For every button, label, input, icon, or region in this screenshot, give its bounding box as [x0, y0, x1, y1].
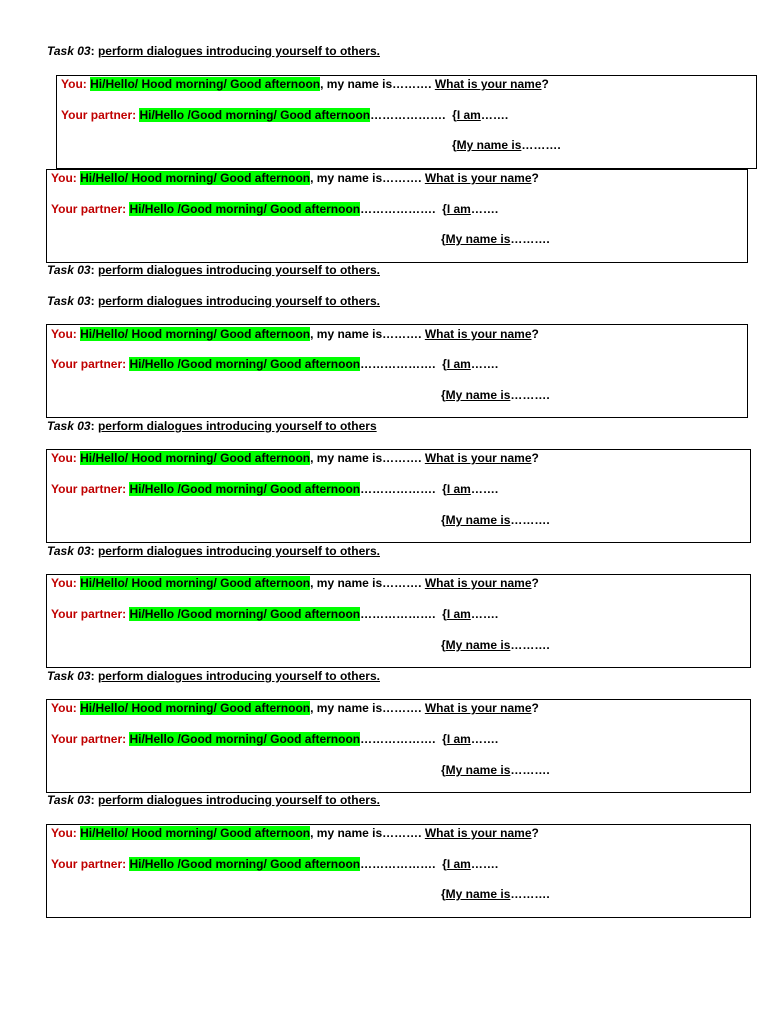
my-name-line: {My name is………. [452, 138, 561, 152]
my-name-line: {My name is………. [441, 388, 550, 402]
dialogue-box-6 [46, 699, 751, 793]
you-line: You: Hi/Hello/ Hood morning/ Good afternoon, my name is………. What is your name? [51, 826, 539, 840]
task-heading-6: Task 03: perform dialogues introducing yourself to others. [47, 669, 380, 683]
task-heading-5: Task 03: perform dialogues introducing yourself to others. [47, 544, 380, 558]
partner-line: Your partner: Hi/Hello /Good morning/ Good afternoon………………. {I am……. [51, 482, 499, 496]
dialogue-box-5 [46, 574, 751, 668]
dialogue-box-7 [46, 824, 751, 918]
partner-line: Your partner: Hi/Hello /Good morning/ Good afternoon………………. {I am……. [51, 202, 499, 216]
my-name-line: {My name is………. [441, 887, 550, 901]
my-name-line: {My name is………. [441, 638, 550, 652]
partner-line: Your partner: Hi/Hello /Good morning/ Good afternoon………………. {I am……. [51, 857, 499, 871]
task-heading-2: Task 03: perform dialogues introducing yourself to others. [47, 263, 380, 277]
my-name-line: {My name is………. [441, 513, 550, 527]
you-line: You: Hi/Hello/ Hood morning/ Good afternoon, my name is………. What is your name? [51, 171, 539, 185]
partner-line: Your partner: Hi/Hello /Good morning/ Good afternoon………………. {I am……. [51, 357, 499, 371]
dialogue-box-2 [46, 169, 748, 263]
task-heading-7: Task 03: perform dialogues introducing yourself to others. [47, 793, 380, 807]
my-name-line: {My name is………. [441, 232, 550, 246]
you-line: You: Hi/Hello/ Hood morning/ Good afternoon, my name is………. What is your name? [51, 701, 539, 715]
task-heading-3: Task 03: perform dialogues introducing yourself to others. [47, 294, 380, 308]
task-heading-1: Task 03: perform dialogues introducing yourself to others. [47, 44, 380, 58]
dialogue-box-4 [46, 449, 751, 543]
dialogue-box-1 [56, 75, 757, 169]
task-heading-4: Task 03: perform dialogues introducing yourself to others [47, 419, 377, 433]
you-line: You: Hi/Hello/ Hood morning/ Good afternoon, my name is………. What is your name? [51, 576, 539, 590]
partner-line: Your partner: Hi/Hello /Good morning/ Good afternoon………………. {I am……. [51, 607, 499, 621]
my-name-line: {My name is………. [441, 763, 550, 777]
partner-line: Your partner: Hi/Hello /Good morning/ Good afternoon………………. {I am……. [51, 732, 499, 746]
partner-line: Your partner: Hi/Hello /Good morning/ Good afternoon………………. {I am……. [61, 108, 509, 122]
you-line: You: Hi/Hello/ Hood morning/ Good afternoon, my name is………. What is your name? [51, 327, 539, 341]
you-line: You: Hi/Hello/ Hood morning/ Good afternoon, my name is………. What is your name? [51, 451, 539, 465]
dialogue-box-3 [46, 324, 748, 418]
you-line: You: Hi/Hello/ Hood morning/ Good afternoon, my name is………. What is your name? [61, 77, 549, 91]
